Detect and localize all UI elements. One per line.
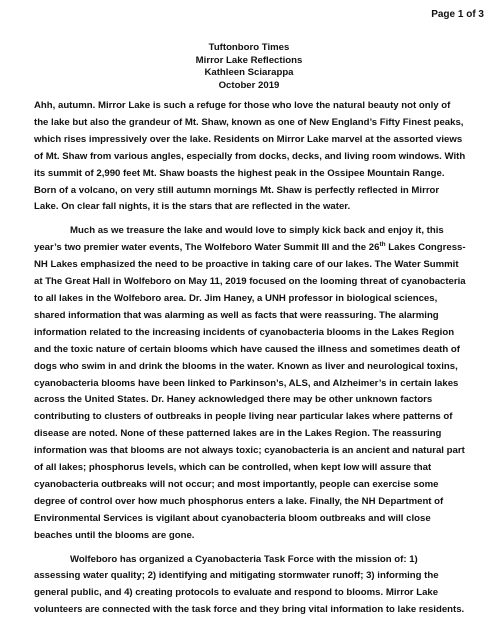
paragraph-task-force: Wolfeboro has organized a Cyanobacteria Task Force with the mission of: 1) assessing water quality; 2) identifying and mitigating stormwater runoff; 3) informing the general public, and 4) creating protocols to evaluate and respond to blooms. Mirror Lake volunteers are connected with the task force and they bring vital information to lake residents. [34,553,465,616]
article-date: October 2019 [218,79,280,91]
page-number: Page 1 of 3 [431,9,484,20]
paragraph-text-end: Lakes Congress-NH Lakes emphasized the need to be proactive in taking care of our lakes. The Water Summit at The Great Hall in Wolfeboro on May 11, 2019 focused on the looming threat of cyanobacteria to all lakes in the Wolfeboro area. Dr. Jim Haney, a UNH professor in biological sciences, shared information that was alarming as well as facts that were reassuring. The alarming information related to the increasing incidents of cyanobacteria blooms in the Lakes Region and the toxic nature of certain blooms which have caused the illness and sometimes death of dogs who swim in and drink the blooms in the water. Known as liver and neurological toxins, cyanobacteria blooms have been linked to Parkinson’s, ALS, and Alzheimer’s in certain lakes across the United States. Dr. Haney acknowledged there may be other unknown factors contributing to clusters of outbreaks in people living near particular lakes where patterns of disease are noted. None of these patterned lakes are in the Lakes Region. The reassuring information was that blooms are not always toxic; cyanobacteria is an ancient and natural part of all lakes; phosphorus levels, which can be controlled, when kept low will assure that cyanobacteria outbreaks will not occur; and most importantly, people can exercise some degree of control over how much phosphorus enters a lake. Finally, the NH Department of Environmental Services is vigilant about cyanobacteria bloom outbreaks and will close beaches until the blooms are gone. [34,242,466,541]
column-title: Mirror Lake Reflections [195,54,303,66]
publication-title: Tuftonboro Times [208,42,290,53]
author-name: Kathleen Sciarappa [204,67,294,79]
ordinal-suffix: th [379,241,386,249]
article-header [0,42,498,92]
paragraph-text-start: Much as we treasure the lake and would love to simply kick back and enjoy it, this year’s two premier water events, The Wolfeboro Water Summit III and the 26 [34,225,444,254]
paragraph-water-events [34,223,466,544]
paragraph-intro: Ahh, autumn. Mirror Lake is such a refuge for those who love the natural beauty not only of the lake but also the grandeur of Mt. Shaw, known as one of New England’s Fifty Finest peaks, which rises impressively over the lake. Residents on Mirror Lake marvel at the assorted views of Mt. Shaw from various angles, especially from docks, decks, and living room windows. With its summit of 2,990 feet Mt. Shaw boasts the highest peak in the Ossipee Mountain Range. Born of a volcano, on very still autumn mornings Mt. Shaw is perfectly reflected in Mirror Lake. On clear fall nights, it is the stars that are reflected in the water. [34,100,466,213]
article-body [34,98,466,626]
